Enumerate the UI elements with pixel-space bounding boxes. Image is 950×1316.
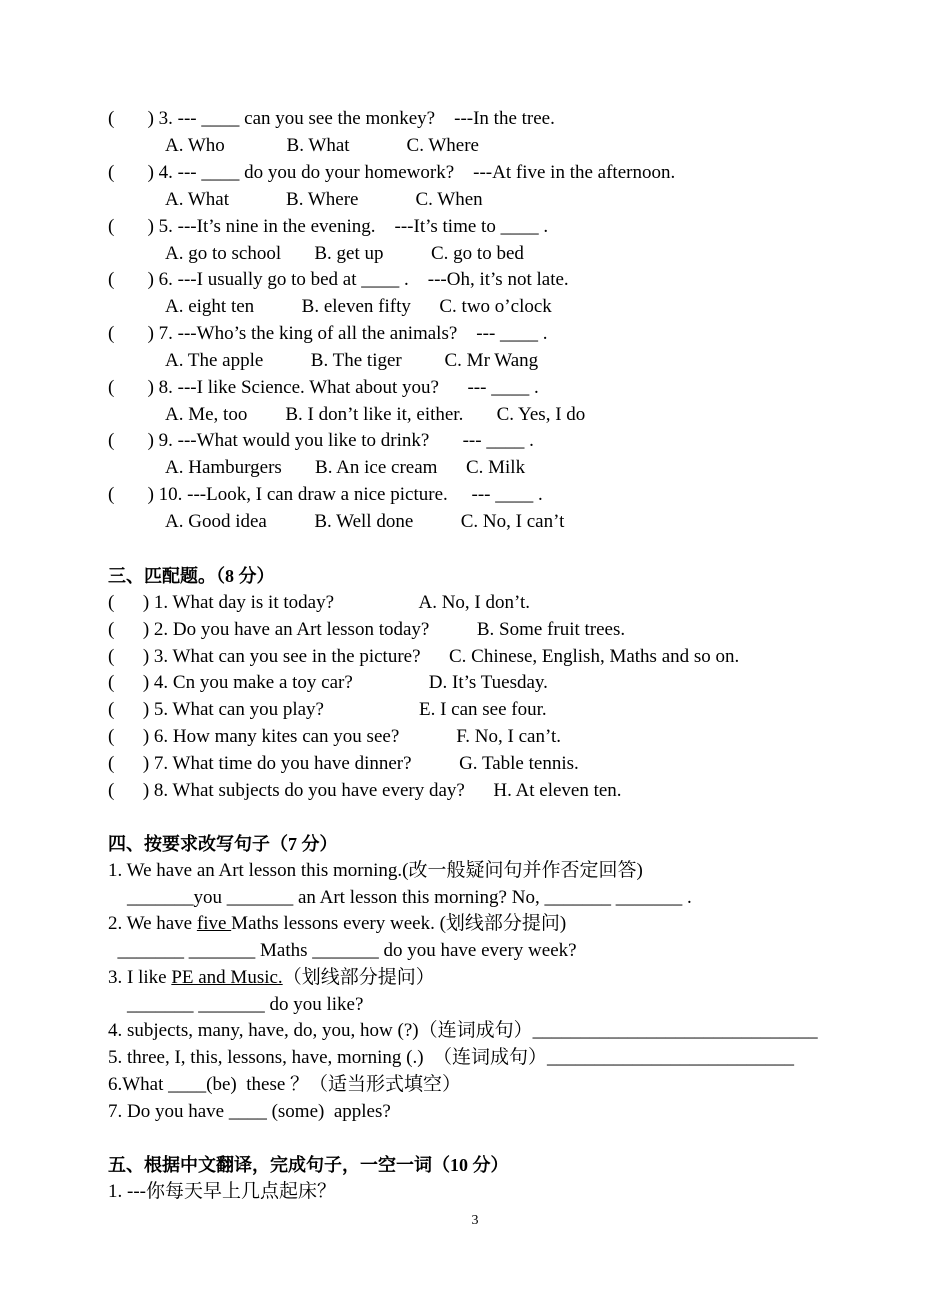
choice-question-7: ( ) 7. ---Who’s the king of all the animals? --- ____ . xyxy=(108,323,548,344)
text: 3. I like xyxy=(108,967,172,988)
choice-question-3: ( ) 3. --- ____ can you see the monkey? ---In the tree. xyxy=(108,108,555,129)
match-heading: 三、匹配题。（8 分） xyxy=(108,566,275,586)
text: Maths lessons every week. (划线部分提问) xyxy=(231,913,567,934)
translate-heading: 五、根据中文翻译，完成句子，一空一词（10 分） xyxy=(108,1155,509,1175)
match-row: ( ) 6. How many kites can you see? F. No, I can’t. xyxy=(108,726,561,747)
choice-options-8: A. Me, too B. I don’t like it, either. C. Yes, I do xyxy=(165,404,586,425)
match-row: ( ) 5. What can you play? E. I can see four. xyxy=(108,699,547,720)
choice-question-10: ( ) 10. ---Look, I can draw a nice picture. --- ____ . xyxy=(108,484,543,505)
rewrite-item-3 xyxy=(108,965,435,991)
underlined-text: five xyxy=(196,913,232,934)
text: 2. We have xyxy=(108,913,197,934)
page-number: 3 xyxy=(471,1213,479,1228)
match-row: ( ) 4. Cn you make a toy car? D. It’s Tuesday. xyxy=(108,672,548,693)
rewrite-item-5: 5. three, I, this, lessons, have, morning (.) （连词成句）__________________________ xyxy=(108,1047,795,1068)
rewrite-item-4: 4. subjects, many, have, do, you, how (?)（连词成句）______________________________ xyxy=(108,1020,818,1041)
choice-options-4: A. What B. Where C. When xyxy=(165,189,483,210)
translate-item-1: 1. ---你每天早上几点起床？ xyxy=(108,1181,336,1202)
choice-options-9: A. Hamburgers B. An ice cream C. Milk xyxy=(165,457,526,478)
rewrite-heading: 四、按要求改写句子（7 分） xyxy=(108,834,338,854)
choice-options-5: A. go to school B. get up C. go to bed xyxy=(165,243,524,264)
choice-question-5: ( ) 5. ---It’s nine in the evening. ---It’s time to ____ . xyxy=(108,216,549,237)
choice-question-8: ( ) 8. ---I like Science. What about you? --- ____ . xyxy=(108,377,539,398)
match-row: ( ) 3. What can you see in the picture? C. Chinese, English, Maths and so on. xyxy=(108,646,740,667)
match-row: ( ) 2. Do you have an Art lesson today? B. Some fruit trees. xyxy=(108,619,626,640)
rewrite-answer-3: _______ _______ do you like? xyxy=(108,994,364,1015)
choice-options-6: A. eight ten B. eleven fifty C. two o’clock xyxy=(165,296,552,317)
rewrite-item-7: 7. Do you have ____ (some) apples? xyxy=(108,1101,391,1122)
match-row: ( ) 8. What subjects do you have every day? H. At eleven ten. xyxy=(108,780,622,801)
rewrite-answer-2: _______ _______ Maths _______ do you have every week? xyxy=(108,940,577,961)
choice-question-4: ( ) 4. --- ____ do you do your homework? ---At five in the afternoon. xyxy=(108,162,676,183)
text: （划线部分提问） xyxy=(282,967,435,988)
choice-options-10: A. Good idea B. Well done C. No, I can’t xyxy=(165,511,565,532)
choice-question-9: ( ) 9. ---What would you like to drink? --- ____ . xyxy=(108,430,534,451)
underlined-text: PE and Music. xyxy=(171,967,283,988)
match-row: ( ) 7. What time do you have dinner? G. Table tennis. xyxy=(108,753,579,774)
rewrite-item-1: 1. We have an Art lesson this morning.(改一般疑问句并作否定回答) xyxy=(108,860,643,881)
choice-question-6: ( ) 6. ---I usually go to bed at ____ . ---Oh, it’s not late. xyxy=(108,269,569,290)
choice-options-3: A. Who B. What C. Where xyxy=(165,135,479,156)
choice-options-7: A. The apple B. The tiger C. Mr Wang xyxy=(165,350,539,371)
rewrite-item-2 xyxy=(108,911,566,937)
match-row: ( ) 1. What day is it today? A. No, I don’t. xyxy=(108,592,530,613)
rewrite-item-6: 6.What ____(be) these ？（适当形式填空） xyxy=(108,1074,462,1095)
rewrite-answer-1: _______you _______ an Art lesson this morning? No, _______ _______ . xyxy=(108,887,692,908)
